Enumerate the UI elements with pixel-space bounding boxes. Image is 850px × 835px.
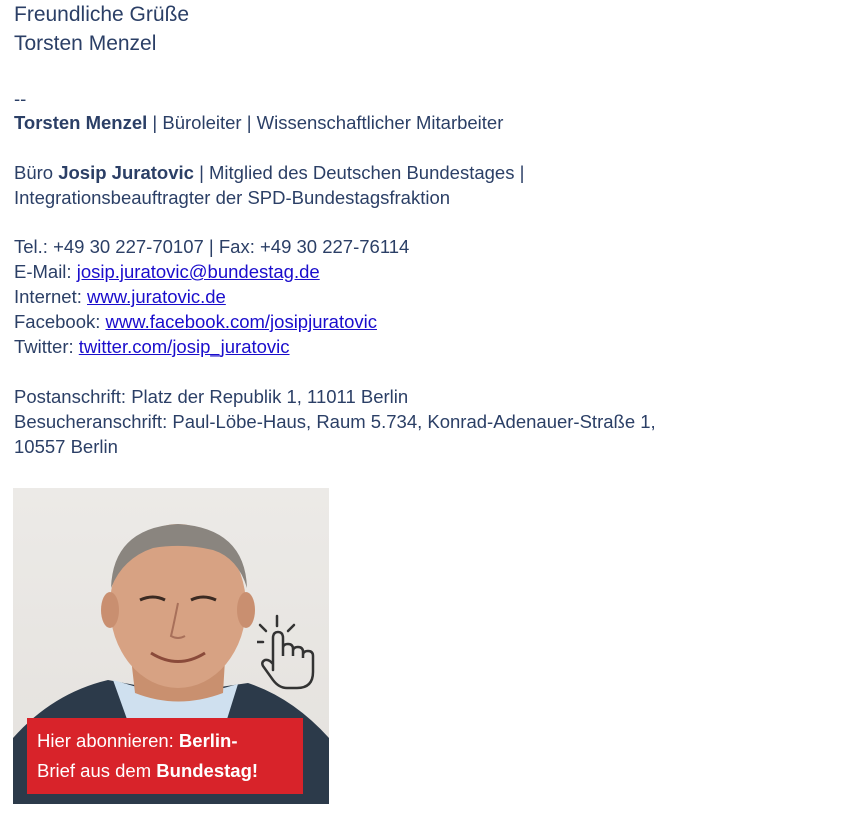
pointing-hand-icon — [257, 612, 327, 692]
internet-label: Internet: — [14, 286, 88, 307]
closing-name: Torsten Menzel — [14, 32, 157, 55]
cta-text-4: Bundestag! — [156, 760, 259, 781]
subscribe-cta[interactable] — [27, 718, 303, 794]
signature-separator: -- — [14, 88, 27, 109]
office-suffix: | Mitglied des Deutschen Bundestages | — [193, 162, 525, 183]
newsletter-banner[interactable] — [13, 488, 329, 804]
facebook-link[interactable]: www.facebook.com/josipjuratovic — [105, 311, 377, 332]
cta-line-1 — [37, 726, 293, 756]
email-label: E-Mail: — [14, 261, 77, 282]
visitor-address-line-1: Besucheranschrift: Paul-Löbe-Haus, Raum 5.734, Konrad-Adenauer-Straße 1, — [14, 411, 656, 432]
signature-role: | Büroleiter | Wissenschaftlicher Mitarbeiter — [147, 112, 504, 133]
visitor-address-line-2: 10557 Berlin — [14, 436, 118, 457]
facebook-line — [14, 309, 377, 334]
closing-greeting: Freundliche Grüße — [14, 3, 190, 26]
cta-text-3: Brief aus dem — [37, 760, 157, 781]
facebook-label: Facebook: — [14, 311, 106, 332]
email-link[interactable]: josip.juratovic@bundestag.de — [76, 261, 320, 282]
email-line — [14, 259, 320, 284]
signature-name: Torsten Menzel — [14, 112, 148, 133]
twitter-line — [14, 334, 290, 359]
office-line-2: Integrationsbeauftragter der SPD-Bundestagsfraktion — [14, 187, 451, 208]
internet-line — [14, 284, 226, 309]
cta-line-2 — [37, 756, 293, 786]
cta-text-1: Hier abonnieren: — [37, 730, 179, 751]
office-name: Josip Juratovic — [58, 162, 194, 183]
postal-address: Postanschrift: Platz der Republik 1, 11011 Berlin — [14, 386, 409, 407]
cta-text-2: Berlin- — [178, 730, 238, 751]
twitter-link[interactable]: twitter.com/josip_juratovic — [78, 336, 290, 357]
office-prefix: Büro — [14, 162, 59, 183]
internet-link[interactable]: www.juratovic.de — [87, 286, 226, 307]
twitter-label: Twitter: — [14, 336, 79, 357]
office-line — [14, 160, 524, 185]
signature-name-line — [14, 110, 503, 135]
phone-fax-line: Tel.: +49 30 227-70107 | Fax: +49 30 227-76114 — [14, 236, 410, 257]
